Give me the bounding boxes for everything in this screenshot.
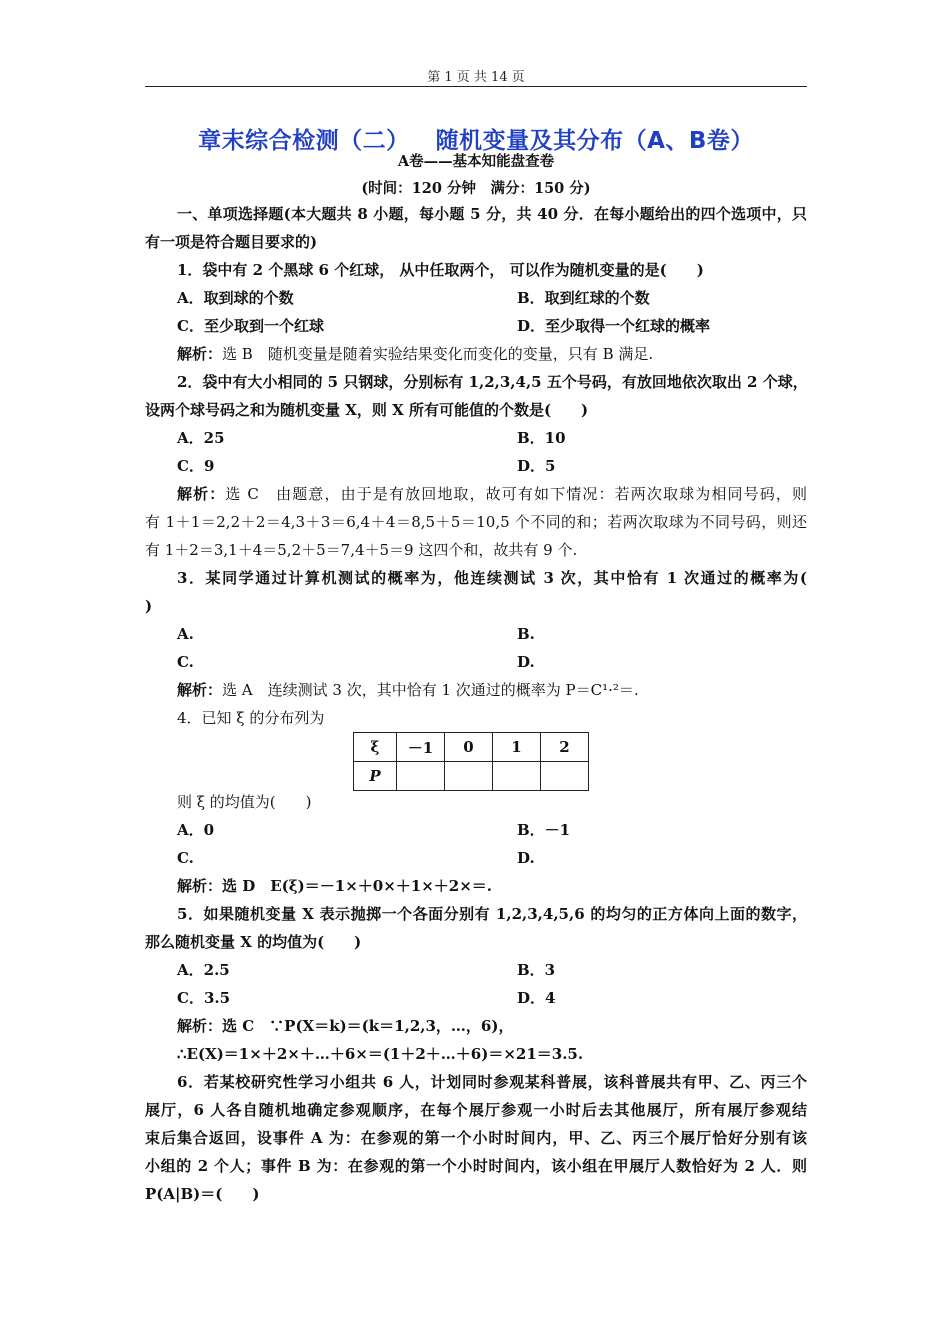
- q2-option-a: A．25: [177, 429, 225, 447]
- header-rule: [145, 86, 807, 87]
- q5-answer-text-1: 选 C ∵P(X＝k)＝(k＝1,2,3，…，6)，: [222, 1017, 514, 1035]
- table-cell: ξ: [354, 733, 397, 762]
- q6-stem-line-4: 小组的 2 个人；事件 B 为：在参观的第一个小时时间内，该小组在甲展厅人数恰好为 2 人．则: [145, 1157, 807, 1175]
- q3-stem-line-1: 3．某同学通过计算机测试的概率为，他连续测试 3 次，其中恰有 1 次通过的概率为(: [177, 569, 807, 587]
- q4-distribution-table: [353, 732, 589, 791]
- title-part-1: 章末综合检测（二）: [198, 128, 410, 154]
- q2-option-c: C．9: [177, 457, 215, 475]
- section-heading-line-2: 有一项是符合题目要求的): [145, 233, 318, 251]
- q2-answer-line-3: 有 1＋2＝3,1＋4＝5,2＋5＝7,4＋5＝9 这四个和，故共有 9 个.: [145, 541, 578, 559]
- table-cell: [445, 762, 493, 791]
- q2-answer-line-1: [177, 484, 807, 504]
- q4-answer: [177, 876, 492, 896]
- q4-option-b: B．－1: [517, 821, 571, 839]
- q4-stem: 4．已知 ξ 的分布列为: [177, 709, 325, 727]
- exam-meta: (时间：120 分钟 满分：150 分): [361, 180, 591, 197]
- q3-option-a: A.: [177, 625, 194, 643]
- q5-option-a: A．2.5: [177, 961, 230, 979]
- q4-mean-question: 则 ξ 的均值为( ): [177, 793, 312, 811]
- q6-stem-line-1: 6．若某校研究性学习小组共 6 人，计划同时参观某科普展，该科普展共有甲、乙、丙三个: [177, 1073, 807, 1091]
- table-cell: [397, 762, 445, 791]
- table-cell: [541, 762, 589, 791]
- q1-stem: 1．袋中有 2 个黑球 6 个红球， 从中任取两个， 可以作为随机变量的是( ): [177, 261, 704, 279]
- q3-stem-line-2: ): [145, 597, 153, 615]
- q4-option-c: C.: [177, 849, 194, 867]
- q3-answer-text: 选 A 连续测试 3 次，其中恰有 1 次通过的概率为 P＝C¹·²＝.: [222, 681, 639, 699]
- q3-answer: [177, 680, 639, 700]
- page-header: 第 1 页 共 14 页: [427, 70, 525, 85]
- q6-stem-line-5: P(A|B)＝( ): [145, 1185, 260, 1203]
- q3-option-d: D.: [517, 653, 535, 671]
- table-cell: －1: [397, 733, 445, 762]
- q1-option-b: B．取到红球的个数: [517, 289, 650, 307]
- q1-answer: [177, 344, 653, 364]
- q6-stem-line-2: 展厅，6 人各自随机地确定参观顺序，在每个展厅参观一小时后去其他展厅，所有展厅参观结: [145, 1101, 807, 1119]
- table-cell: [493, 762, 541, 791]
- q2-stem-line-1: 2．袋中有大小相同的 5 只钢球，分别标有 1,2,3,4,5 五个号码，有放回地依次取出 2 个球，: [177, 373, 808, 391]
- q1-option-a: A．取到球的个数: [177, 289, 294, 307]
- q3-option-c: C.: [177, 653, 194, 671]
- q2-answer-line-2: 有 1＋1＝2,2＋2＝4,3＋3＝6,4＋4＝8,5＋5＝10,5 个不同的和；若两次取球为不同号码，则还: [145, 513, 807, 531]
- q5-option-d: D．4: [517, 989, 556, 1007]
- q3-option-b: B.: [517, 625, 535, 643]
- table-cell: 0: [445, 733, 493, 762]
- title-part-2: 随机变量及其分布（A、B卷）: [435, 128, 754, 154]
- q5-option-b: B．3: [517, 961, 556, 979]
- section-heading-line-1: 一、单项选择题(本大题共 8 小题，每小题 5 分，共 40 分．在每小题给出的四个选项中，只: [177, 205, 807, 223]
- q6-stem-line-3: 束后集合返回，设事件 A 为：在参观的第一个小时时间内，甲、乙、丙三个展厅恰好分别有该: [145, 1129, 807, 1147]
- q4-option-d: D.: [517, 849, 535, 867]
- q4-option-a: A．0: [177, 821, 215, 839]
- q2-stem-line-2: 设两个球号码之和为随机变量 X，则 X 所有可能值的个数是( ): [145, 401, 589, 419]
- q2-answer-text-1: 选 C 由题意，由于是有放回地取，故可有如下情况：若两次取球为相同号码，则: [225, 485, 807, 503]
- q1-option-c: C．至少取到一个红球: [177, 317, 324, 335]
- q5-answer-line-1: [177, 1016, 513, 1036]
- table-cell: 2: [541, 733, 589, 762]
- q1-option-d: D．至少取得一个红球的概率: [517, 317, 711, 335]
- q5-option-c: C．3.5: [177, 989, 231, 1007]
- q5-answer-line-2: ∴E(X)＝1×＋2×＋…＋6×＝(1＋2＋…＋6)＝×21＝3.5.: [177, 1045, 584, 1063]
- q1-answer-text: 选 B 随机变量是随着实验结果变化而变化的变量，只有 B 满足.: [222, 345, 654, 363]
- q4-answer-label: 解析：: [177, 877, 223, 895]
- q2-answer-label: 解析：: [177, 485, 226, 503]
- document-subtitle: A卷——基本知能盘查卷: [397, 153, 555, 170]
- q5-stem-line-1: 5．如果随机变量 X 表示抛掷一个各面分别有 1,2,3,4,5,6 的均匀的正方体向上面的数字，: [177, 905, 807, 923]
- table-cell: P: [354, 762, 397, 791]
- q4-answer-text: 选 D E(ξ)＝－1×＋0×＋1×＋2×＝.: [222, 877, 493, 895]
- q2-option-d: D．5: [517, 457, 556, 475]
- table-row: [354, 733, 589, 762]
- q5-stem-line-2: 那么随机变量 X 的均值为( ): [145, 933, 362, 951]
- q2-option-b: B．10: [517, 429, 566, 447]
- table-row: [354, 762, 589, 791]
- q3-answer-label: 解析：: [177, 681, 223, 699]
- table-cell: 1: [493, 733, 541, 762]
- q1-answer-label: 解析：: [177, 345, 223, 363]
- q5-answer-label: 解析：: [177, 1017, 223, 1035]
